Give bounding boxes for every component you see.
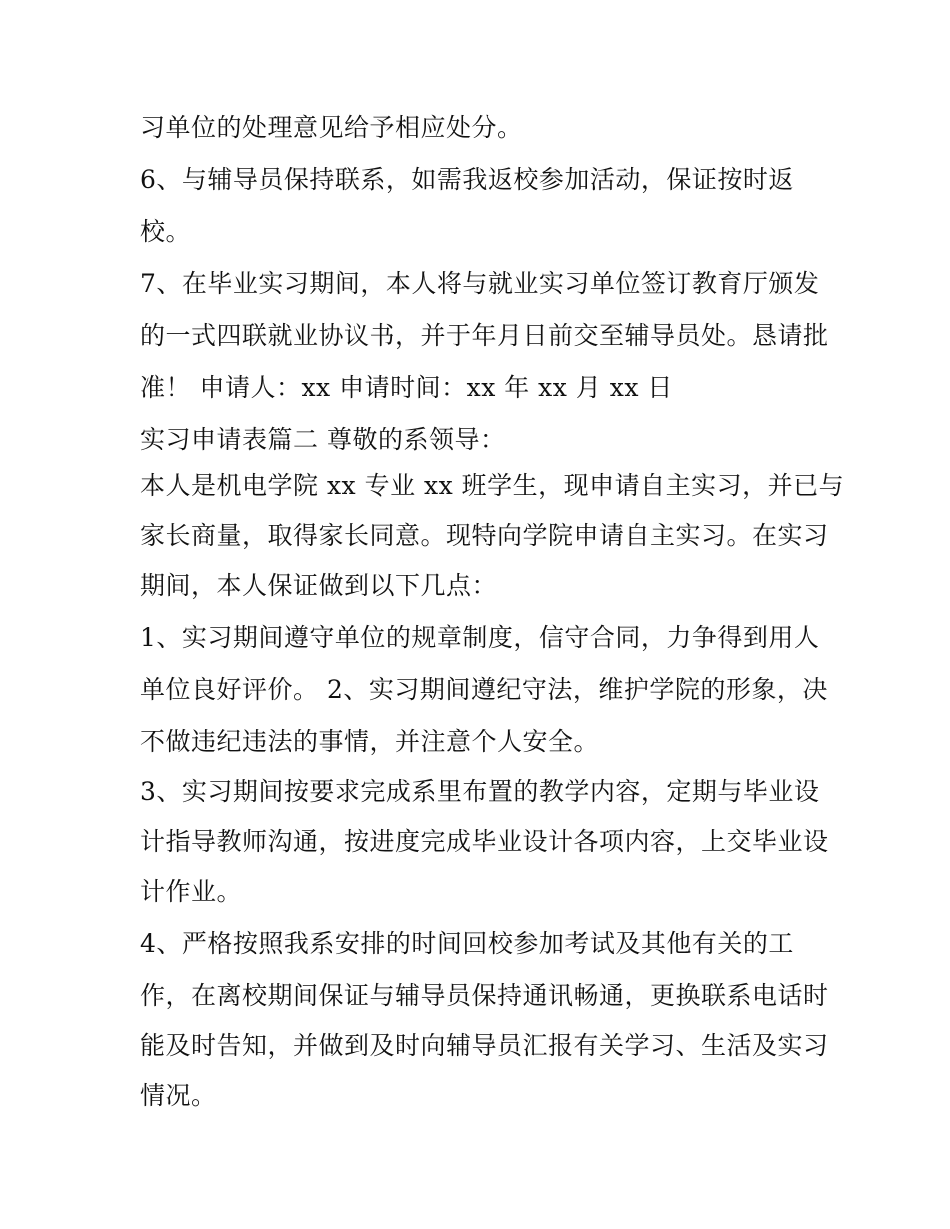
text-line-2: 6、与辅导员保持联系，如需我返校参加活动，保证按时返 xyxy=(140,165,794,194)
text-line-5: 的一式四联就业协议书，并于年月日前交至辅导员处。恳请批 xyxy=(140,321,829,350)
text-line-3: 校。 xyxy=(140,217,192,246)
text-line-10: 期间，本人保证做到以下几点： xyxy=(140,571,498,600)
text-line-8: 本人是机电学院 xx 专业 xx 班学生，现申请自主实习，并已与 xyxy=(140,471,845,500)
text-line-7: 实习申请表篇二 尊敬的系领导： xyxy=(140,425,506,454)
text-line-19: 能及时告知，并做到及时向辅导员汇报有关学习、生活及实习 xyxy=(140,1031,829,1060)
text-line-13: 不做违纪违法的事情，并注意个人安全。 xyxy=(140,727,600,756)
text-line-12: 单位良好评价。 2、实习期间遵纪守法，维护学院的形象，决 xyxy=(140,675,828,704)
text-line-14: 3、实习期间按要求完成系里布置的教学内容，定期与毕业设 xyxy=(140,777,820,806)
text-line-9: 家长商量，取得家长同意。现特向学院申请自主实习。在实习 xyxy=(140,521,829,550)
text-line-16: 计作业。 xyxy=(140,877,243,906)
text-line-11: 1、实习期间遵守单位的规章制度，信守合同，力争得到用人 xyxy=(140,623,820,652)
text-line-1: 习单位的处理意见给予相应处分。 xyxy=(140,113,523,142)
text-line-18: 作，在离校期间保证与辅导员保持通讯畅通，更换联系电话时 xyxy=(140,981,829,1010)
text-line-4: 7、在毕业实习期间，本人将与就业实习单位签订教育厅颁发 xyxy=(140,269,820,298)
text-line-6: 准！ 申请人：xx 申请时间：xx 年 xx 月 xx 日 xyxy=(140,373,673,402)
text-line-17: 4、严格按照我系安排的时间回校参加考试及其他有关的工 xyxy=(140,929,794,958)
text-line-15: 计指导教师沟通，按进度完成毕业设计各项内容，上交毕业设 xyxy=(140,827,829,856)
text-line-20: 情况。 xyxy=(140,1081,217,1110)
